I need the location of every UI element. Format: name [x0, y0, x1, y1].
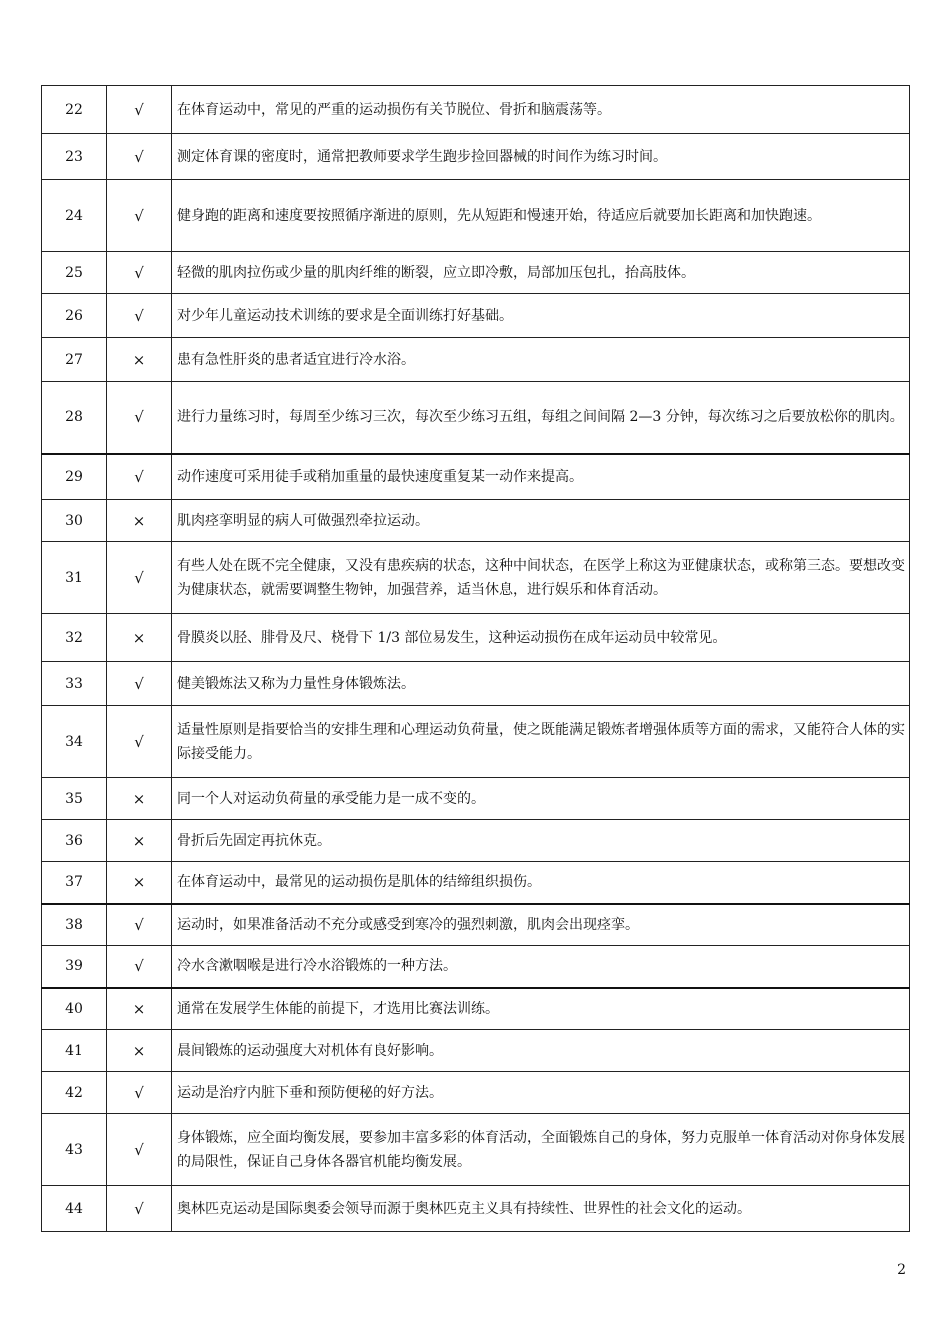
- statement-text: 奥林匹克运动是国际奥委会领导而源于奥林匹克主义具有持续性、世界性的社会文化的运动。: [172, 1186, 910, 1232]
- answer-mark: √: [107, 706, 172, 778]
- table-row: [42, 904, 910, 946]
- answer-mark: √: [107, 1072, 172, 1114]
- table-row: [42, 946, 910, 988]
- table-row: [42, 294, 910, 338]
- answer-mark: ×: [107, 820, 172, 862]
- question-number: 24: [42, 180, 107, 252]
- statement-text: 健美锻炼法又称为力量性身体锻炼法。: [172, 662, 910, 706]
- question-number: 41: [42, 1030, 107, 1072]
- question-number: 33: [42, 662, 107, 706]
- question-number: 40: [42, 988, 107, 1030]
- answer-table: [41, 85, 910, 1232]
- question-number: 38: [42, 904, 107, 946]
- answer-mark: ×: [107, 862, 172, 904]
- statement-text: 运动时，如果准备活动不充分或感受到寒冷的强烈刺激，肌肉会出现痉挛。: [172, 904, 910, 946]
- answer-mark: ×: [107, 1030, 172, 1072]
- statement-text: 轻微的肌肉拉伤或少量的肌肉纤维的断裂，应立即冷敷，局部加压包扎，抬高肢体。: [172, 252, 910, 294]
- table-row: [42, 500, 910, 542]
- question-number: 32: [42, 614, 107, 662]
- table-row: [42, 1186, 910, 1232]
- table-row: [42, 988, 910, 1030]
- question-number: 23: [42, 134, 107, 180]
- answer-mark: √: [107, 542, 172, 614]
- question-number: 35: [42, 778, 107, 820]
- answer-mark: √: [107, 180, 172, 252]
- answer-mark: √: [107, 252, 172, 294]
- statement-text: 在体育运动中，常见的严重的运动损伤有关节脱位、骨折和脑震荡等。: [172, 86, 910, 134]
- statement-text: 测定体育课的密度时，通常把教师要求学生跑步捡回器械的时间作为练习时间。: [172, 134, 910, 180]
- statement-text: 健身跑的距离和速度要按照循序渐进的原则，先从短距和慢速开始，待适应后就要加长距离和加快跑速。: [172, 180, 910, 252]
- answer-mark: √: [107, 134, 172, 180]
- page-number: 2: [897, 1262, 906, 1278]
- table-row: [42, 1114, 910, 1186]
- answer-mark: ×: [107, 500, 172, 542]
- answer-mark: √: [107, 1114, 172, 1186]
- answer-mark: ×: [107, 778, 172, 820]
- question-number: 28: [42, 382, 107, 454]
- table-row: [42, 820, 910, 862]
- statement-text: 骨膜炎以胫、腓骨及尺、桡骨下 1/3 部位易发生，这种运动损伤在成年运动员中较常见。: [172, 614, 910, 662]
- table-row: [42, 662, 910, 706]
- statement-text: 运动是治疗内脏下垂和预防便秘的好方法。: [172, 1072, 910, 1114]
- statement-text: 进行力量练习时，每周至少练习三次，每次至少练习五组，每组之间间隔 2—3 分钟，每次练习之后要放松你的肌肉。: [172, 382, 910, 454]
- statement-text: 肌肉痉挛明显的病人可做强烈牵拉运动。: [172, 500, 910, 542]
- answer-mark: √: [107, 86, 172, 134]
- statement-text: 患有急性肝炎的患者适宜进行冷水浴。: [172, 338, 910, 382]
- question-number: 39: [42, 946, 107, 988]
- statement-text: 在体育运动中，最常见的运动损伤是肌体的结缔组织损伤。: [172, 862, 910, 904]
- table-row: [42, 454, 910, 500]
- table-row: [42, 706, 910, 778]
- statement-text: 晨间锻炼的运动强度大对机体有良好影响。: [172, 1030, 910, 1072]
- answer-mark: √: [107, 294, 172, 338]
- answer-mark: √: [107, 1186, 172, 1232]
- answer-mark: √: [107, 946, 172, 988]
- question-number: 34: [42, 706, 107, 778]
- table-row: [42, 1072, 910, 1114]
- table-row: [42, 134, 910, 180]
- answer-mark: ×: [107, 614, 172, 662]
- answer-mark: √: [107, 454, 172, 500]
- statement-text: 对少年儿童运动技术训练的要求是全面训练打好基础。: [172, 294, 910, 338]
- question-number: 29: [42, 454, 107, 500]
- question-number: 42: [42, 1072, 107, 1114]
- question-number: 43: [42, 1114, 107, 1186]
- table-row: [42, 382, 910, 454]
- answer-mark: ×: [107, 338, 172, 382]
- answer-mark: √: [107, 382, 172, 454]
- table-row: [42, 1030, 910, 1072]
- answer-mark: ×: [107, 988, 172, 1030]
- statement-text: 骨折后先固定再抗休克。: [172, 820, 910, 862]
- question-number: 26: [42, 294, 107, 338]
- answer-table-body: [42, 86, 910, 1232]
- table-row: [42, 252, 910, 294]
- question-number: 36: [42, 820, 107, 862]
- question-number: 27: [42, 338, 107, 382]
- answer-mark: √: [107, 904, 172, 946]
- statement-text: 适量性原则是指要恰当的安排生理和心理运动负荷量，使之既能满足锻炼者增强体质等方面的需求，又能符合人体的实际接受能力。: [172, 706, 910, 778]
- answer-mark: √: [107, 662, 172, 706]
- table-row: [42, 862, 910, 904]
- table-row: [42, 180, 910, 252]
- question-number: 22: [42, 86, 107, 134]
- table-row: [42, 86, 910, 134]
- question-number: 31: [42, 542, 107, 614]
- table-row: [42, 542, 910, 614]
- table-row: [42, 338, 910, 382]
- statement-text: 身体锻炼，应全面均衡发展，要参加丰富多彩的体育活动，全面锻炼自己的身体，努力克服单一体育活动对你身体发展的局限性，保证自己身体各器官机能均衡发展。: [172, 1114, 910, 1186]
- statement-text: 有些人处在既不完全健康，又没有患疾病的状态，这种中间状态，在医学上称这为亚健康状态，或称第三态。要想改变为健康状态，就需要调整生物钟，加强营养，适当休息，进行娱乐和体育活动。: [172, 542, 910, 614]
- table-row: [42, 778, 910, 820]
- statement-text: 冷水含漱咽喉是进行冷水浴锻炼的一种方法。: [172, 946, 910, 988]
- question-number: 44: [42, 1186, 107, 1232]
- table-row: [42, 614, 910, 662]
- statement-text: 通常在发展学生体能的前提下，才选用比赛法训练。: [172, 988, 910, 1030]
- question-number: 30: [42, 500, 107, 542]
- question-number: 37: [42, 862, 107, 904]
- question-number: 25: [42, 252, 107, 294]
- statement-text: 动作速度可采用徒手或稍加重量的最快速度重复某一动作来提高。: [172, 454, 910, 500]
- statement-text: 同一个人对运动负荷量的承受能力是一成不变的。: [172, 778, 910, 820]
